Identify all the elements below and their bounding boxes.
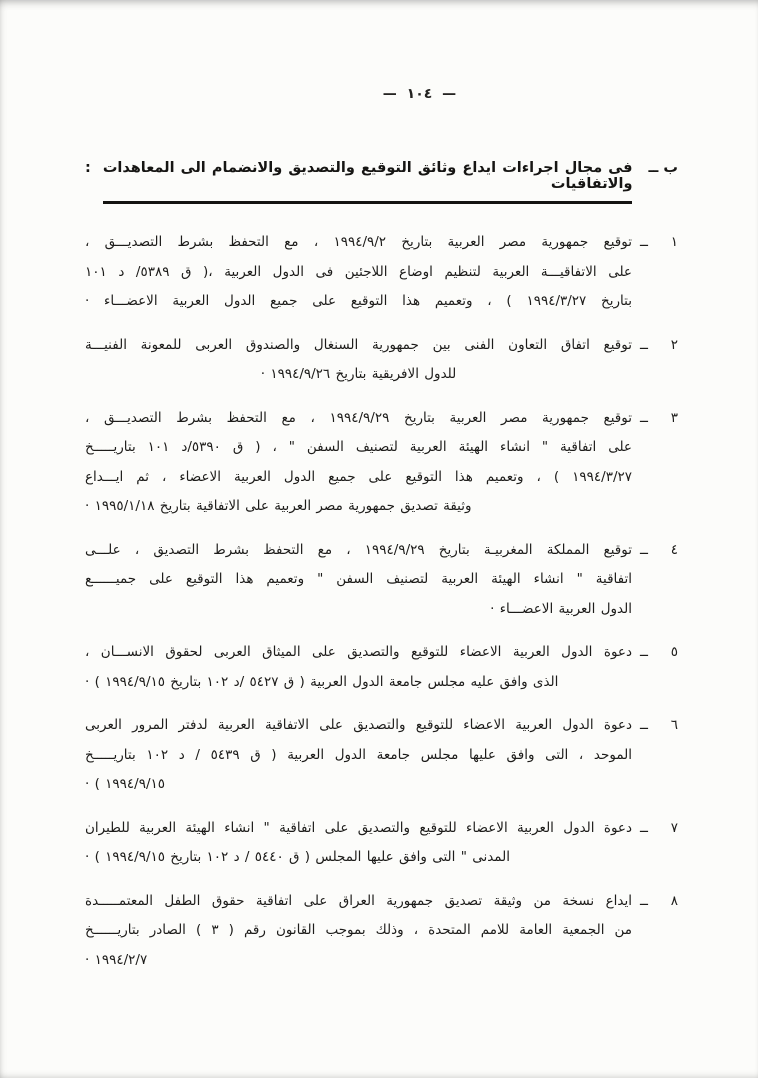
item-marker [632, 536, 678, 566]
item-marker [632, 638, 678, 668]
text-line: من الجمعية العامة للامم المتحدة ، وذلك بموجب القانون رقم ( ٣ ) الصادر بتاريــــــخ [85, 922, 632, 938]
item-text [85, 404, 632, 522]
item-text [85, 638, 632, 697]
text-line: على الاتفاقيـــة العربية لتنظيم اوضاع اللاجئين فى الدول العربية ،( ق ٥٣٨٩/ د ١٠١ [85, 263, 632, 280]
section-colon: : [85, 160, 91, 176]
item-text [85, 814, 632, 873]
item-number: ٥ [670, 644, 678, 660]
text-line: ١٩٩٤/٩/١٥ ) · [85, 776, 165, 792]
item-number: ١ [670, 234, 678, 250]
item-text [85, 711, 632, 800]
section-header [85, 160, 678, 204]
item-marker [632, 887, 678, 917]
item-number: ٢ [670, 336, 678, 353]
item-number: ٣ [670, 409, 678, 426]
text-line: توقيع المملكة المغربيـة بتاريخ ١٩٩٤/٩/٢٩ ، مع التحفظ بشرط التصديق ، علـــى [85, 541, 632, 558]
item-number: ٨ [670, 892, 678, 909]
text-line: اتفاقية " انشاء الهيئة العربية لتصنيف السفن " وتعميم هذا التوقيع على جميــــــع [85, 571, 632, 587]
page-number: — ١٠٤ — [382, 86, 457, 102]
text-line: على اتفاقية " انشاء الهيئة العربية لتصنيف السفن " ، ( ق ٥٣٩٠/د ١٠١ بتاريـــــخ [85, 439, 632, 455]
list-item [85, 404, 678, 522]
text-line: دعوة الدول العربية الاعضاء للتوقيع والتصديق على اتفاقية " انشاء الهيئة العربية للطيران [85, 819, 632, 836]
list-item [85, 228, 678, 317]
item-dash: ــ [640, 819, 648, 836]
text-line: توقيع جمهورية مصر العربية بتاريخ ١٩٩٤/٩/٢ ، مع التحفظ بشرط التصديـــق ، [85, 234, 632, 250]
item-text [85, 331, 632, 390]
text-line: دعوة الدول العربية الاعضاء للتوقيع والتصديق على الاتفاقية العربية لدفتر المرور العربى [85, 717, 632, 733]
text-line: ١٩٩٤/٢/٧ · [85, 951, 148, 968]
item-dash: ــ [640, 644, 648, 660]
item-dash: ــ [640, 541, 648, 558]
items-list [85, 228, 678, 975]
item-marker [632, 404, 678, 434]
text-line: للدول الافريقية بتاريخ ١٩٩٤/٩/٢٦ · [260, 366, 457, 382]
item-number: ٦ [670, 717, 678, 733]
item-dash: ــ [640, 717, 648, 733]
item-number: ٤ [670, 541, 678, 558]
list-item [85, 638, 678, 697]
list-item [85, 536, 678, 625]
list-item [85, 814, 678, 873]
section-letter: ب ــ [648, 160, 678, 176]
text-line: الموحد ، التى وافق عليها مجلس جامعة الدول العربية ( ق ٥٤٣٩ / د ١٠٢ بتاريـــــخ [85, 746, 632, 763]
text-line: الدول العربية الاعضـــاء · [490, 600, 632, 617]
item-dash: ــ [640, 892, 648, 909]
item-marker [632, 228, 678, 258]
item-dash: ــ [640, 409, 648, 426]
list-item [85, 331, 678, 390]
text-line: توقيع جمهورية مصر العربية بتاريخ ١٩٩٤/٩/٢٩ ، مع التحفظ بشرط التصديـــق ، [85, 409, 632, 426]
item-text [85, 228, 632, 317]
item-marker [632, 814, 678, 844]
text-line: ايداع نسخة من وثيقة تصديق جمهورية العراق على اتفاقية حقوق الطفل المعتمـــــدة [85, 892, 632, 909]
item-dash: ــ [640, 336, 648, 353]
item-marker [632, 331, 678, 361]
item-marker [632, 711, 678, 741]
text-line: المدنى " التى وافق عليها المجلس ( ق ٥٤٤٠ / د ١٠٢ بتاريخ ١٩٩٤/٩/١٥ ) · [85, 849, 510, 865]
list-item [85, 711, 678, 800]
item-text [85, 536, 632, 625]
item-dash: ــ [640, 234, 648, 250]
text-line: ١٩٩٤/٣/٢٧ ) ، وتعميم هذا التوقيع على جميع الدول العربية الاعضاء ، ثم ايـــداع [85, 468, 632, 485]
item-number: ٧ [670, 819, 678, 836]
text-line: الذى وافق عليه مجلس جامعة الدول العربية ( ق ٥٤٢٧ /د ١٠٢ بتاريخ ١٩٩٤/٩/١٥ ) · [85, 673, 559, 690]
text-line: وثيقة تصديق جمهورية مصر العربية على الاتفاقية بتاريخ ١٩٩٥/١/١٨ · [85, 498, 472, 514]
item-text [85, 887, 632, 976]
text-line: توقيع اتفاق التعاون الفنى بين جمهورية السنغال والصندوق العربى للمعونة الفنيـــة [85, 336, 632, 353]
text-line: دعوة الدول العربية الاعضاء للتوقيع والتصديق على الميثاق العربى لحقوق الانســـان ، [85, 644, 632, 660]
list-item [85, 887, 678, 976]
text-line: بتاريخ ١٩٩٤/٣/٢٧ ) ، وتعميم هذا التوقيع على جميع الدول العربية الاعضـــاء · [85, 293, 632, 309]
section-title: فى مجال اجراءات ايداع وثائق التوقيع والتصديق والانضمام الى المعاهدات والاتفاقيات [103, 160, 633, 204]
